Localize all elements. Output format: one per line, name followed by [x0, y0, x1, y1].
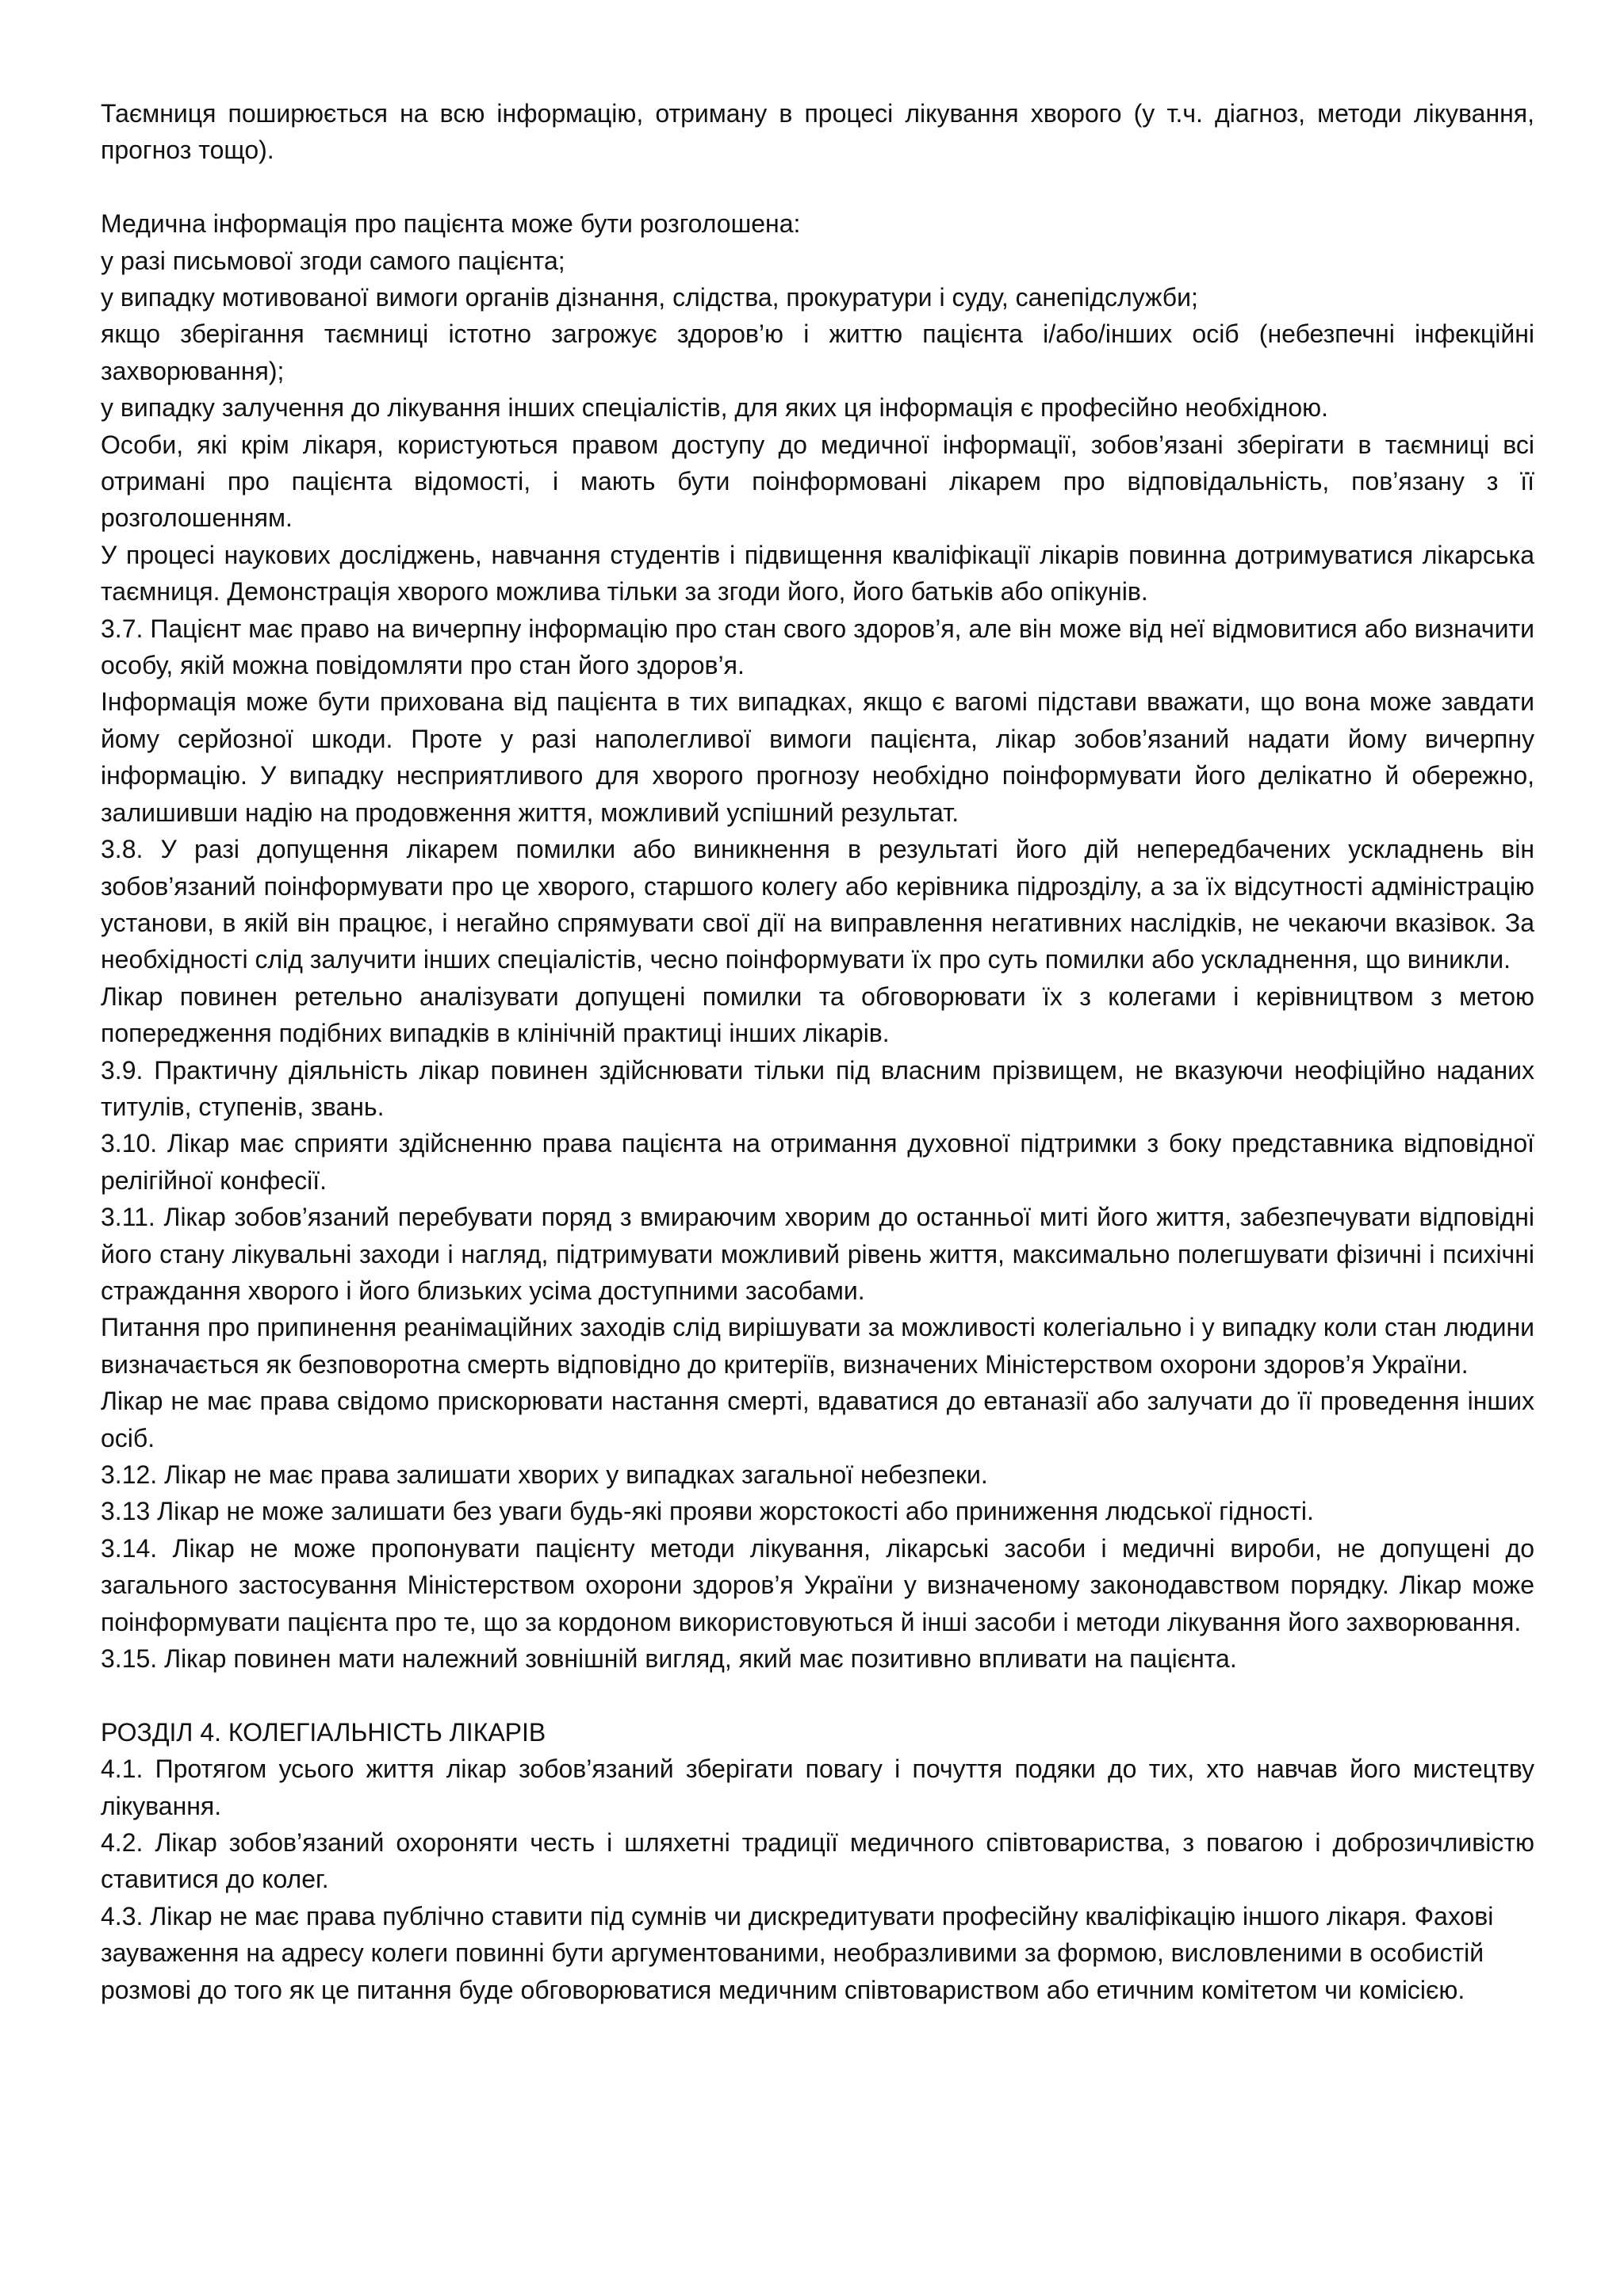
paragraph: у випадку залучення до лікування інших спеціалістів, для яких ця інформація є професійно необхідною. — [101, 393, 1329, 423]
paragraph: 3.10. Лікар має сприяти здійсненню права пацієнта на отримання духовної підтримки з боку представника відповідної релігійної конфесії. — [101, 1129, 1534, 1195]
document-page — [101, 95, 1534, 2008]
paragraph: Медична інформація про пацієнта може бути розголошена: — [101, 209, 801, 239]
paragraph: 3.12. Лікар не має права залишати хворих у випадках загальної небезпеки. — [101, 1460, 988, 1490]
paragraph: у разі письмової згоди самого пацієнта; — [101, 246, 565, 275]
paragraph: Особи, які крім лікаря, користуються правом доступу до медичної інформації, зобов’язані зберігати в таємниці всі отримані про пацієнта відомості, і мають бути поінформовані лікарем про відповідальність, пов’язану з її розголошенням. — [101, 430, 1534, 533]
paragraph: 4.2. Лікар зобов’язаний охороняти честь і шляхетні традиції медичного співтовариства, з повагою і доброзичливістю ставитися до колег. — [101, 1828, 1534, 1894]
paragraph-spacer — [101, 1677, 1534, 1713]
paragraph: Інформація може бути прихована від пацієнта в тих випадках, якщо є вагомі підстави вважати, що вона може завдати йому серйозної шкоди. Проте у разі наполегливої вимоги пацієнта, лікар зобов’язаний надати йому вичерпну інформацію. У випадку несприятливого для хворого прогнозу необхідно поінформувати його делікатно й обережно, залишивши надію на продовження життя, можливий успішний результат. — [101, 687, 1534, 827]
paragraph: 4.3. Лікар не має права публічно ставити під сумнів чи дискредитувати професійну кваліфікацію іншого лікаря. Фахові зауваження на адресу колеги повинні бути аргументованими, необразливими за формою, висловленими в особистій розмові до того як це питання буде обговорюватися медичним співтовариством або етичним комітетом чи комісією. — [101, 1901, 1494, 2004]
paragraph: 4.1. Протягом усього життя лікар зобов’язаний зберігати повагу і почуття подяки до тих, хто навчав його мистецтву лікування. — [101, 1755, 1534, 1820]
paragraph: У процесі наукових досліджень, навчання студентів і підвищення кваліфікації лікарів повинна дотримуватися лікарська таємниця. Демонстрація хворого можлива тільки за згоди його, його батьків або опікунів. — [101, 540, 1534, 607]
paragraph: 3.13 Лікар не може залишати без уваги будь-які прояви жорстокості або приниження людської гідності. — [101, 1497, 1314, 1526]
paragraph-spacer — [101, 169, 1534, 205]
paragraph: 3.15. Лікар повинен мати належний зовнішній вигляд, який має позитивно впливати на пацієнта. — [101, 1644, 1237, 1674]
paragraph: РОЗДІЛ 4. КОЛЕГІАЛЬНІСТЬ ЛІКАРІВ — [101, 1717, 546, 1747]
paragraph: 3.11. Лікар зобов’язаний перебувати поряд з вмираючим хворим до останньої миті його життя, забезпечувати відповідні його стану лікувальні заходи і нагляд, підтримувати можливий рівень життя, максимально полегшувати фізичні і психічні страждання хворого і його близьких усіма доступними засобами. — [101, 1203, 1534, 1305]
paragraph: Лікар повинен ретельно аналізувати допущені помилки та обговорювати їх з колегами і керівництвом з метою попередження подібних випадків в клінічній практиці інших лікарів. — [101, 982, 1534, 1048]
paragraph: Питання про припинення реанімаційних заходів слід вирішувати за можливості колегіально і у випадку коли стан людини визначається як безповоротна смерть відповідно до критеріїв, визначених Міністерством охорони здоров’я України. — [101, 1313, 1534, 1379]
paragraph: якщо зберігання таємниці істотно загрожує здоров’ю і життю пацієнта і/або/інших осіб (небезпечні інфекційні захворювання); — [101, 320, 1534, 385]
paragraph: 3.8. У разі допущення лікарем помилки або виникнення в результаті його дій непередбачених ускладнень він зобов’язаний поінформувати про це хворого, старшого колегу або керівника підрозділу, а за їх відсутності адміністрацію установи, в якій він працює, і негайно спрямувати свої дії на виправлення негативних наслідків, не чекаючи вказівок. За необхідності слід залучити інших спеціалістів, чесно поінформувати їх про суть помилки або ускладнення, що виникли. — [101, 835, 1534, 974]
paragraph: Таємниця поширюється на всю інформацію, отриману в процесі лікування хворого (у т.ч. діагноз, методи лікування, прогноз тощо). — [101, 99, 1534, 165]
paragraph: 3.7. Пацієнт має право на вичерпну інформацію про стан свого здоров’я, але він може від неї відмовитися або визначити особу, якій можна повідомляти про стан його здоров’я. — [101, 614, 1534, 680]
paragraph: 3.14. Лікар не може пропонувати пацієнту методи лікування, лікарські засоби і медичні вироби, не допущені до загального застосування Міністерством охорони здоров’я України у визначеному законодавством порядку. Лікар може поінформувати пацієнта про те, що за кордоном використовуються й інші засоби і методи лікування його захворювання. — [101, 1533, 1534, 1636]
paragraph: у випадку мотивованої вимоги органів дізнання, слідства, прокуратури і суду, санепідслужби; — [101, 283, 1198, 312]
paragraph: 3.9. Практичну діяльність лікар повинен здійснювати тільки під власним прізвищем, не вказуючи неофіційно наданих титулів, ступенів, звань. — [101, 1055, 1534, 1121]
paragraph: Лікар не має права свідомо прискорювати настання смерті, вдаватися до евтаназії або залучати до її проведення інших осіб. — [101, 1387, 1534, 1452]
